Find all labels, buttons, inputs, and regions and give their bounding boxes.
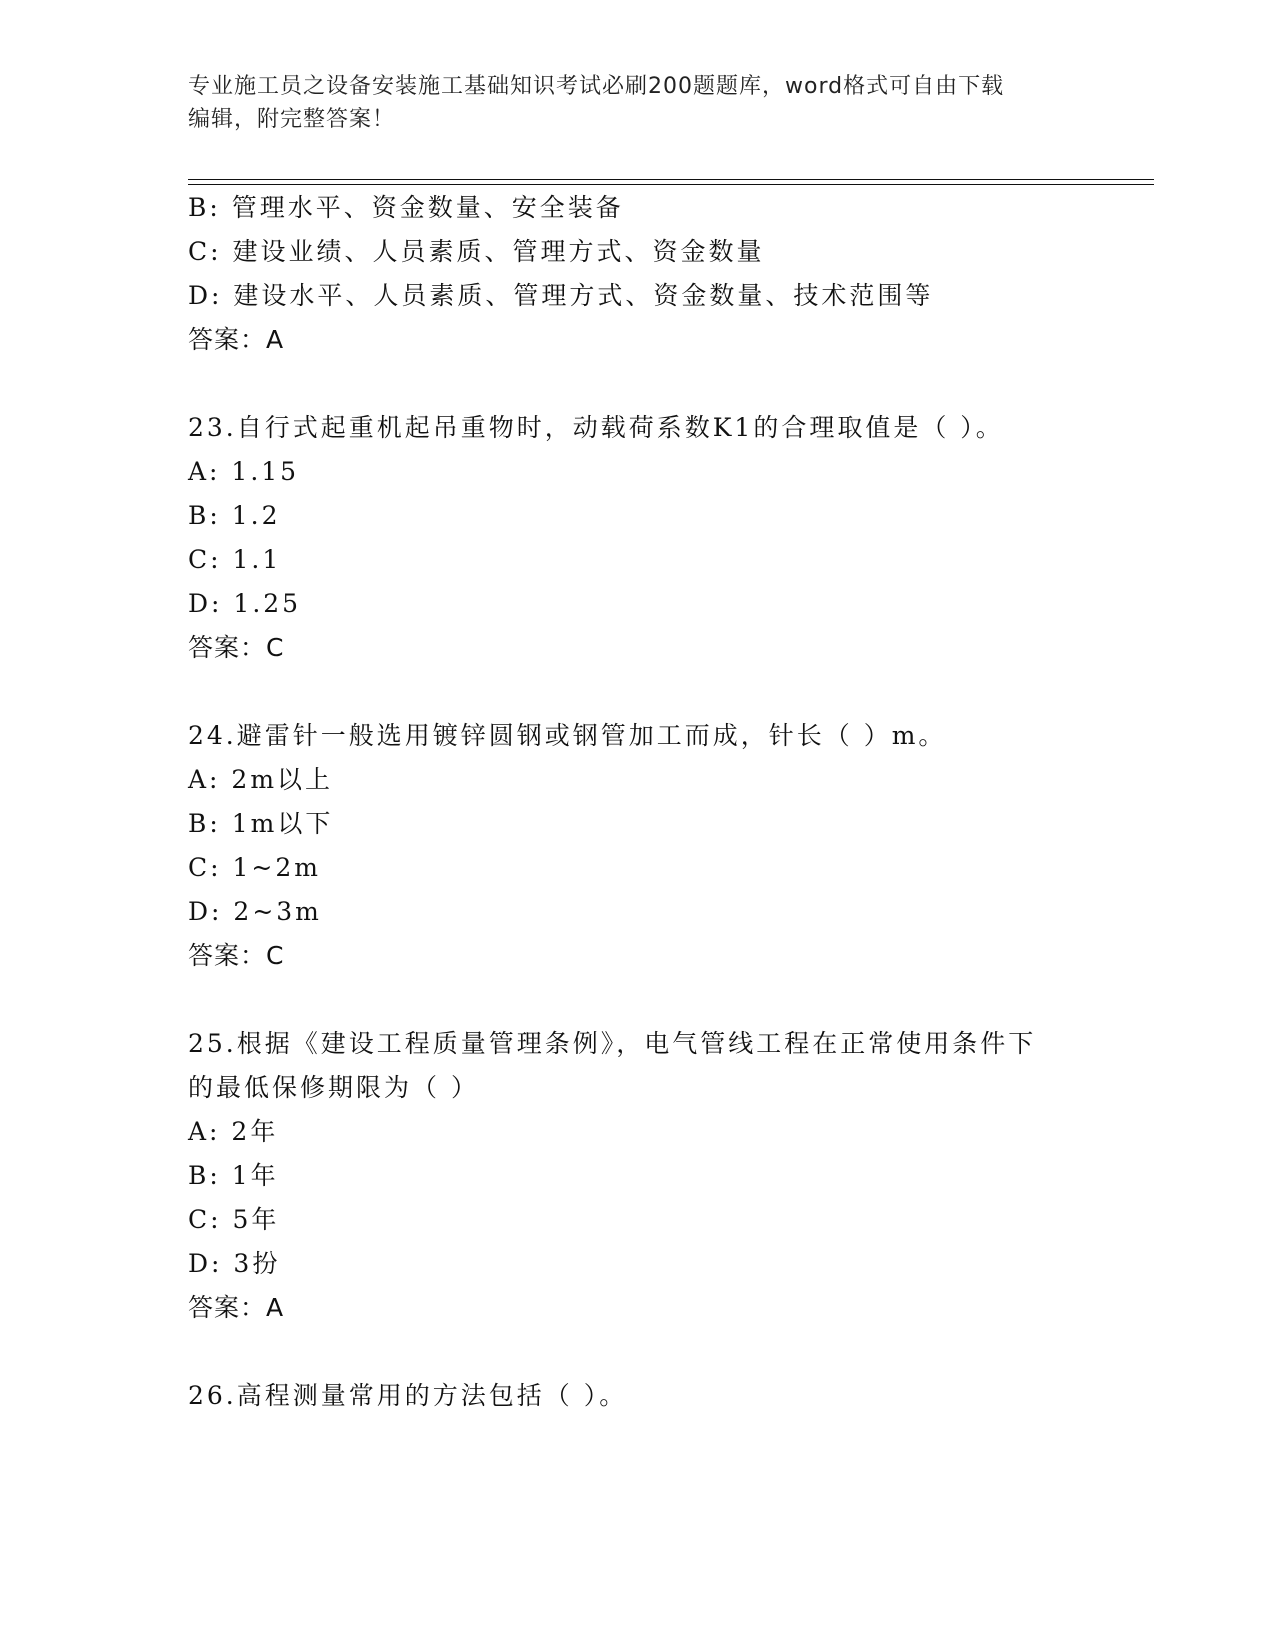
q23-option-a: A: 1.15 xyxy=(188,457,300,486)
q23-option-b: B: 1.2 xyxy=(188,501,281,530)
q22-option-d: D: 建设水平、人员素质、管理方式、资金数量、技术范围等 xyxy=(188,281,934,310)
q25-option-a: A: 2年 xyxy=(188,1117,279,1146)
q23-answer: 答案：C xyxy=(188,633,285,662)
q25-option-d: D: 3扮 xyxy=(188,1249,281,1278)
q24-option-c: C: 1~2m xyxy=(188,853,321,882)
q25-question-line-1: 25.根据《建设工程质量管理条例》，电气管线工程在正常使用条件下 xyxy=(188,1029,1037,1058)
q26-question: 26.高程测量常用的方法包括（ ）。 xyxy=(188,1381,628,1410)
header-rule-bottom xyxy=(188,184,1154,185)
q22-option-c: C: 建设业绩、人员素质、管理方式、资金数量 xyxy=(188,237,765,266)
q23-question: 23.自行式起重机起吊重物时，动载荷系数K1的合理取值是（ ）。 xyxy=(188,413,1004,442)
q25-option-b: B: 1年 xyxy=(188,1161,279,1190)
q24-answer: 答案：C xyxy=(188,941,285,970)
q22-answer: 答案：A xyxy=(188,325,285,354)
q25-option-c: C: 5年 xyxy=(188,1205,280,1234)
q25-question-line-2: 的最低保修期限为（ ） xyxy=(188,1073,479,1102)
q25-answer: 答案：A xyxy=(188,1293,285,1322)
header-line-2: 编辑，附完整答案！ xyxy=(188,107,396,132)
q24-question: 24.避雷针一般选用镀锌圆钢或钢管加工而成，针长（ ）m。 xyxy=(188,721,947,750)
q24-option-b: B: 1m以下 xyxy=(188,809,334,838)
q24-option-a: A: 2m以上 xyxy=(188,765,334,794)
q23-option-c: C: 1.1 xyxy=(188,545,282,574)
header-rule-top xyxy=(188,179,1154,180)
q23-option-d: D: 1.25 xyxy=(188,589,302,618)
header-line-1: 专业施工员之设备安装施工基础知识考试必刷200题题库，word格式可自由下载 xyxy=(188,74,1005,99)
q24-option-d: D: 2~3m xyxy=(188,897,322,926)
document-header xyxy=(188,70,1068,136)
q22-option-b: B: 管理水平、资金数量、安全装备 xyxy=(188,193,624,222)
